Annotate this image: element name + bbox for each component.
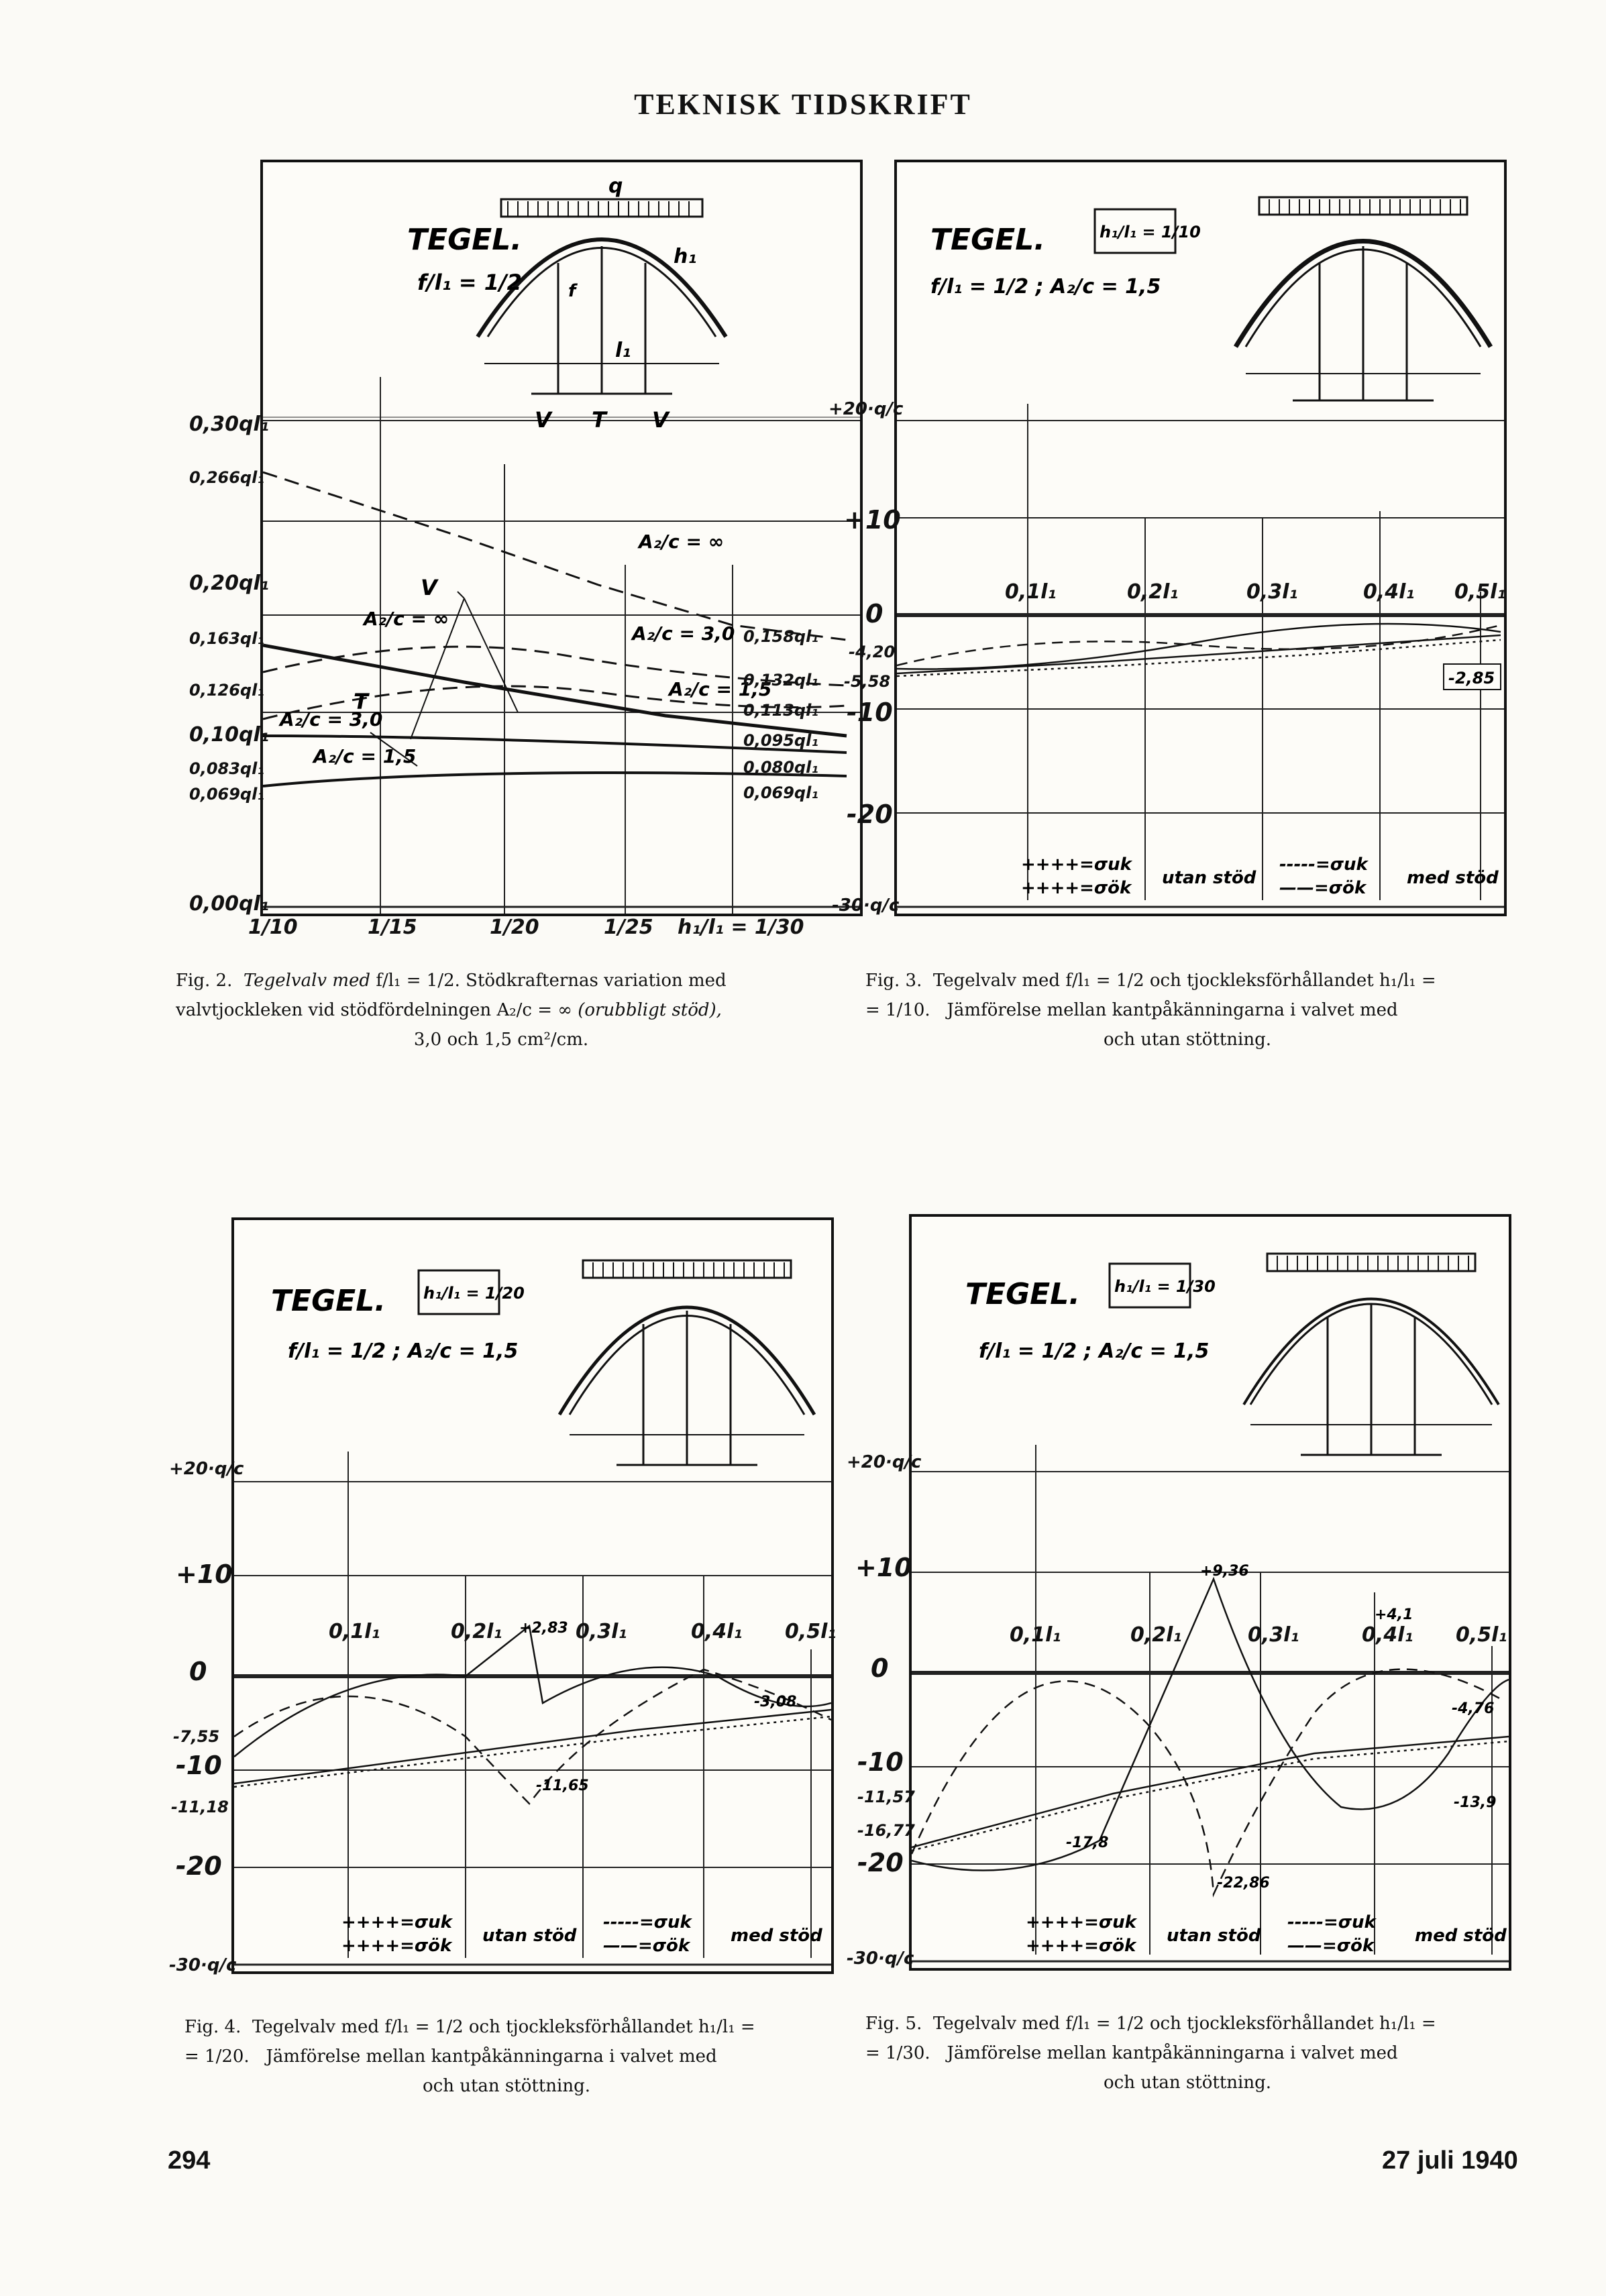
fig2-y-label-000: 0,00ql₁: [189, 892, 269, 916]
fig4-title: TEGEL.: [271, 1284, 386, 1318]
fig2-x-label-20: 1/20: [490, 916, 539, 939]
fig2-curve-label-inf-left: A₂/c = ∞: [364, 608, 449, 630]
fig4-x-label-04: 0,4l₁: [691, 1620, 743, 1643]
fig3-y-label-420: -4,20: [849, 643, 896, 661]
fig4-y-label-1118: -11,18: [171, 1798, 229, 1816]
fig2-caption-text4: (orubbligt stöd),: [578, 1000, 722, 1020]
fig5-x-label-05: 0,5l₁: [1456, 1623, 1507, 1647]
fig3-x-label-02: 0,2l₁: [1127, 580, 1179, 604]
fig5-x-label-01: 0,1l₁: [1010, 1623, 1061, 1647]
figure-5-chart: [909, 1214, 1511, 1971]
fig5-y-label-0: 0: [871, 1653, 889, 1683]
fig5-caption-line2: Jämförelse mellan kantpåkänningarna i valvet med: [947, 2043, 1398, 2063]
fig2-x-label-25: 1/25: [604, 916, 653, 939]
fig3-y-label-p20: +20·q/c: [828, 399, 904, 419]
fig2-y-label-020: 0,20ql₁: [189, 571, 269, 595]
fig4-legend-ok-med: ——=σök: [603, 1936, 690, 1956]
figure-3-chart: [894, 160, 1507, 916]
fig2-curve-label-3-top: A₂/c = 3,0: [632, 622, 735, 645]
fig2-h1: h₁: [674, 245, 697, 268]
fig5-caption-ratio: = 1/30.: [865, 2043, 930, 2063]
fig4-legend-utan: utan stöd: [482, 1926, 577, 1946]
fig3-x-label-03: 0,3l₁: [1246, 580, 1298, 604]
fig3-legend-uk-no: ++++=σuk: [1021, 855, 1132, 875]
fig4-caption-ratio: = 1/20.: [184, 2046, 250, 2067]
fig2-y-label-0266: 0,266ql₁: [189, 468, 264, 487]
fig5-y-label-m30: -30·q/c: [847, 1949, 914, 1969]
fig3-legend-uk-med: -----=σuk: [1279, 855, 1368, 875]
fig4-caption-line2: Jämförelse mellan kantpåkänningarna i valvet med: [266, 2046, 717, 2067]
fig2-caption-text1: Tegelvalv med: [243, 971, 371, 991]
figure-4-chart: [231, 1217, 834, 1974]
fig5-legend-utan: utan stöd: [1167, 1926, 1261, 1946]
fig4-annotation-308: -3,08: [754, 1694, 797, 1710]
fig3-y-label-m30: -30·q/c: [832, 895, 900, 916]
fig3-annotation-285: -2,85: [1448, 669, 1495, 688]
fig5-x-label-04: 0,4l₁: [1362, 1623, 1413, 1647]
fig5-x-label-03: 0,3l₁: [1248, 1623, 1299, 1647]
fig5-y-label-m20: -20: [857, 1848, 904, 1877]
journal-header: TEKNISK TIDSKRIFT: [634, 88, 972, 121]
fig3-legend-ok-no: ++++=σök: [1021, 878, 1132, 898]
fig2-t: T: [592, 407, 606, 433]
fig2-right-label-0069: 0,069ql₁: [743, 783, 818, 802]
fig4-legend-uk-no: ++++=σuk: [341, 1912, 452, 1932]
fig5-annotation-936: +9,36: [1200, 1563, 1249, 1580]
page-number: 294: [168, 2146, 211, 2175]
fig4-annotation-283: +2,83: [519, 1620, 568, 1637]
fig3-ratio: f/l₁ = 1/2 ; A₂/c = 1,5: [930, 275, 1161, 298]
fig4-caption: [184, 2012, 828, 2101]
fig4-y-label-p10: +10: [176, 1560, 233, 1589]
fig4-x-label-03: 0,3l₁: [576, 1620, 627, 1643]
fig3-caption-line3: och utan stöttning.: [1104, 1030, 1271, 1050]
fig2-y-label-0083: 0,083ql₁: [189, 759, 264, 778]
fig4-y-label-0: 0: [189, 1657, 207, 1686]
fig4-annotation-1165: -11,65: [536, 1778, 589, 1794]
fig5-caption-line3: och utan stöttning.: [1104, 2073, 1271, 2093]
fig5-legend-uk-med: -----=σuk: [1287, 1912, 1376, 1932]
fig5-annotation-139: -13,9: [1454, 1794, 1497, 1811]
fig5-legend-med: med stöd: [1415, 1926, 1507, 1946]
figure-2-chart: [260, 160, 863, 916]
fig2-ratio: f/l₁ = 1/2: [417, 270, 522, 295]
fig2-f: f: [568, 281, 576, 301]
fig5-annotation-41: +4,1: [1375, 1606, 1413, 1623]
fig2-y-label-0069: 0,069ql₁: [189, 785, 264, 804]
fig5-annotation-476: -4,76: [1452, 1700, 1495, 1717]
fig5-y-label-1677: -16,77: [857, 1821, 915, 1840]
figure-4-svg: [234, 1220, 831, 1971]
fig2-x-label-15: 1/15: [368, 916, 417, 939]
fig2-curve-label-inf-top: A₂/c = ∞: [639, 531, 725, 553]
fig4-caption-label: Fig. 4.: [184, 2017, 242, 2037]
fig2-right-label-0158: 0,158ql₁: [743, 627, 818, 646]
fig5-y-label-p10: +10: [855, 1553, 912, 1582]
fig3-caption-line1: Tegelvalv med f/l₁ = 1/2 och tjockleksförhållandet h₁/l₁ =: [932, 971, 1436, 991]
fig2-x-label-30: h₁/l₁ = 1/30: [678, 916, 804, 939]
fig2-y-label-010: 0,10ql₁: [189, 723, 269, 747]
fig4-box: h₁/l₁ = 1/20: [423, 1284, 525, 1303]
fig2-load-q: q: [608, 174, 623, 198]
fig2-caption-label: Fig. 2.: [176, 971, 233, 991]
fig4-x-label-05: 0,5l₁: [785, 1620, 837, 1643]
fig3-legend-utan: utan stöd: [1162, 868, 1256, 888]
fig4-y-label-m20: -20: [176, 1851, 222, 1881]
fig5-legend-ok-no: ++++=σök: [1026, 1936, 1136, 1956]
fig2-y-label-0163: 0,163ql₁: [189, 629, 264, 648]
fig2-curve-label-3-left: A₂/c = 3,0: [280, 708, 383, 730]
fig2-y-label-030: 0,30ql₁: [189, 413, 269, 436]
fig2-right-label-0095: 0,095ql₁: [743, 731, 818, 750]
fig2-l1: l₁: [615, 339, 631, 362]
fig2-caption-ratio: f/l₁ = 1/2.: [376, 971, 460, 991]
fig5-y-label-p20: +20·q/c: [847, 1452, 922, 1472]
fig3-y-label-p10: +10: [844, 505, 901, 535]
fig3-caption-ratio: = 1/10.: [865, 1000, 930, 1020]
fig2-v-right: V: [652, 407, 669, 433]
fig5-title: TEGEL.: [965, 1277, 1080, 1311]
fig3-x-label-04: 0,4l₁: [1363, 580, 1415, 604]
fig4-x-label-02: 0,2l₁: [451, 1620, 502, 1643]
fig3-y-label-558: -5,58: [844, 672, 891, 691]
fig4-y-label-m30: -30·q/c: [169, 1955, 237, 1975]
fig4-caption-line1: Tegelvalv med f/l₁ = 1/2 och tjockleksförhållandet h₁/l₁ =: [252, 2017, 755, 2037]
figure-5-svg: [912, 1217, 1509, 1968]
fig2-curve-label-15-left: A₂/c = 1,5: [313, 745, 417, 767]
fig2-x-label-10: 1/10: [248, 916, 298, 939]
fig3-x-label-01: 0,1l₁: [1005, 580, 1057, 604]
fig4-ratio: f/l₁ = 1/2 ; A₂/c = 1,5: [288, 1340, 519, 1363]
fig4-legend-uk-med: -----=σuk: [603, 1912, 692, 1932]
fig3-caption-label: Fig. 3.: [865, 971, 922, 991]
fig3-legend-ok-med: ——=σök: [1279, 878, 1367, 898]
fig5-y-label-m10: -10: [857, 1747, 904, 1777]
figure-3-svg: [897, 162, 1504, 914]
fig2-caption: [176, 966, 826, 1054]
fig2-caption-text3: valvtjockleken vid stödfördelningen: [176, 1000, 492, 1020]
fig5-legend-ok-med: ——=σök: [1287, 1936, 1375, 1956]
fig3-y-label-0: 0: [865, 599, 884, 628]
fig4-caption-line3: och utan stöttning.: [423, 2076, 590, 2096]
fig2-caption-text5: 3,0 och 1,5 cm²/cm.: [413, 1030, 589, 1050]
fig3-title: TEGEL.: [930, 223, 1045, 257]
fig2-caption-a2c: A₂/c = ∞: [496, 1000, 572, 1020]
fig4-legend-ok-no: ++++=σök: [341, 1936, 452, 1956]
fig2-curve-label-t: T: [354, 689, 368, 714]
fig2-right-label-0113: 0,113ql₁: [743, 701, 818, 720]
fig3-y-label-m20: -20: [847, 800, 893, 829]
fig5-annotation-178: -17,8: [1066, 1835, 1109, 1851]
fig3-legend-med: med stöd: [1407, 868, 1499, 888]
fig2-caption-text2: Stödkrafternas variation med: [466, 971, 727, 991]
fig2-curve-label-v: V: [421, 575, 437, 600]
fig3-x-label-05: 0,5l₁: [1454, 580, 1506, 604]
fig4-legend-med: med stöd: [731, 1926, 822, 1946]
fig4-x-label-01: 0,1l₁: [329, 1620, 380, 1643]
fig4-y-label-755: -7,55: [173, 1727, 220, 1746]
fig5-legend-uk-no: ++++=σuk: [1026, 1912, 1136, 1932]
fig2-curve-label-15-top: A₂/c = 1,5: [669, 678, 772, 700]
fig5-box: h₁/l₁ = 1/30: [1114, 1277, 1216, 1296]
fig4-y-label-p20: +20·q/c: [169, 1459, 244, 1479]
fig3-caption: [865, 966, 1509, 1054]
fig5-caption-label: Fig. 5.: [865, 2014, 922, 2034]
fig4-y-label-m10: -10: [176, 1751, 222, 1780]
fig2-y-label-0126: 0,126ql₁: [189, 681, 264, 700]
fig5-y-label-1157: -11,57: [857, 1788, 915, 1806]
fig5-ratio: f/l₁ = 1/2 ; A₂/c = 1,5: [979, 1340, 1210, 1363]
fig5-caption-line1: Tegelvalv med f/l₁ = 1/2 och tjockleksförhållandet h₁/l₁ =: [932, 2014, 1436, 2034]
fig2-title: TEGEL.: [407, 223, 522, 257]
fig3-y-label-m10: -10: [847, 698, 893, 727]
fig3-caption-line2: Jämförelse mellan kantpåkänningarna i valvet med: [947, 1000, 1398, 1020]
fig2-v-left: V: [535, 407, 551, 433]
fig3-box: h₁/l₁ = 1/10: [1100, 223, 1201, 241]
fig5-caption: [865, 2009, 1509, 2097]
issue-date: 27 juli 1940: [1382, 2146, 1518, 2175]
fig2-right-label-0132: 0,132ql₁: [743, 671, 818, 690]
fig5-x-label-02: 0,2l₁: [1130, 1623, 1182, 1647]
fig2-right-label-0080: 0,080ql₁: [743, 758, 818, 777]
fig5-annotation-2286: -22,86: [1217, 1875, 1270, 1892]
